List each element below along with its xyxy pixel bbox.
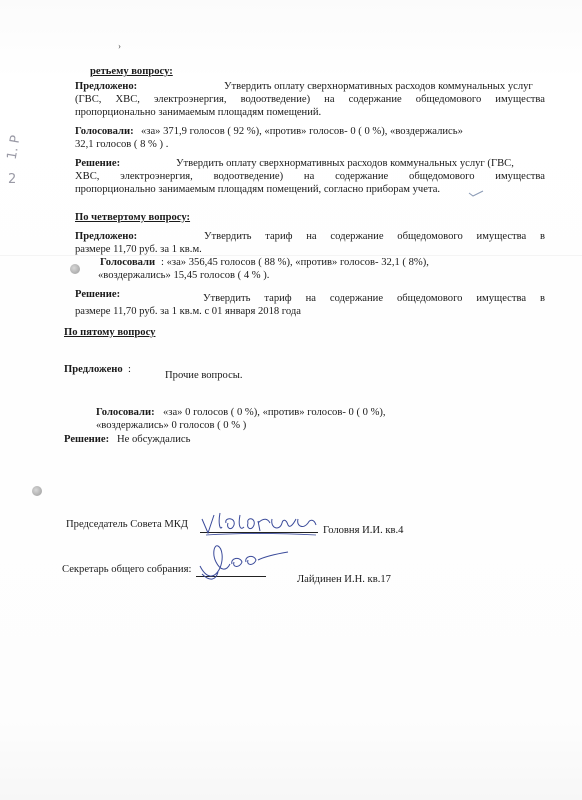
q4-voted-text: : «за» 356,45 голосов ( 88 %), «против» голосов- 32,1 ( 8%), [161, 257, 429, 268]
q4-decision-text: Утвердить тариф на содержание общедомового имущества в [203, 293, 545, 304]
q4-voted-label: Голосовали [100, 257, 156, 268]
q4-proposed-text: Утвердить тариф на содержание общедомового имущества в [204, 231, 545, 242]
q3-voted-text: «за» 371,9 голосов ( 92 %), «против» голосов- 0 ( 0 %), «воздержались» [141, 126, 463, 137]
q3-proposed-text: пропорционально занимаемым площадям помещений. [75, 107, 322, 118]
q4-proposed-label: Предложено: [75, 231, 138, 242]
q4-voted-text: «воздержались» 15,45 голосов ( 4 % ). [98, 270, 270, 281]
q4-decision-label: Решение: [75, 289, 121, 300]
punch-hole [70, 264, 80, 274]
secretary-name: Лайдинен И.Н. кв.17 [297, 574, 391, 585]
secretary-label: Секретарь общего собрания: [62, 564, 192, 575]
chairman-name: Головня И.И. кв.4 [323, 525, 404, 536]
stray-mark: › [118, 41, 121, 51]
q3-decision-label: Решение: [75, 158, 121, 169]
q5-proposed-text: Прочие вопросы. [165, 370, 243, 381]
q5-voted-text: «за» 0 голосов ( 0 %), «против» голосов- 0 ( 0 %), [163, 407, 386, 418]
margin-mark: 1. Р [4, 134, 24, 161]
q5-voted-label: Голосовали: [96, 407, 155, 418]
q5-voted-text: «воздержались» 0 голосов ( 0 % ) [96, 420, 247, 431]
margin-mark: 2 [8, 172, 17, 187]
q5-proposed-label: Предложено [64, 364, 123, 375]
q5-decision-label: Решение: [64, 434, 110, 445]
q3-decision-text: пропорционально занимаемым площадям помещений, согласно приборам учета. [75, 184, 441, 195]
q3-proposed-text: (ГВС, ХВС, электроэнергия, водоотведение) на содержание общедомового имущества [75, 94, 545, 105]
chairman-signature [198, 505, 323, 539]
q3-proposed-label: Предложено: [75, 81, 138, 92]
q3-voted-label: Голосовали: [75, 126, 134, 137]
check-mark-icon [468, 190, 484, 198]
q4-heading: По четвертому вопросу: [75, 212, 191, 223]
q3-decision-text: ХВС, электроэнергия, водоотведение) на содержание общедомового имущества [75, 171, 545, 182]
q5-decision-text: Не обсуждались [117, 434, 191, 445]
q3-voted-text: 32,1 голосов ( 8 % ) . [75, 139, 169, 150]
chairman-label: Председатель Совета МКД [66, 519, 189, 530]
secretary-signature [196, 538, 304, 582]
q3-proposed-text: Утвердить оплату сверхнормативных расходов коммунальных услуг [224, 81, 533, 92]
punch-hole [32, 486, 42, 496]
q4-decision-text: размере 11,70 руб. за 1 кв.м. с 01 января 2018 года [75, 306, 301, 317]
q5-proposed-colon: : [128, 364, 131, 375]
q5-heading: По пятому вопросу [64, 327, 156, 338]
q4-proposed-text: размере 11,70 руб. за 1 кв.м. [75, 244, 202, 255]
q3-heading: ретьему вопросу: [90, 66, 173, 77]
q3-decision-text: Утвердить оплату сверхнормативных расходов коммунальных услуг (ГВС, [176, 158, 514, 169]
